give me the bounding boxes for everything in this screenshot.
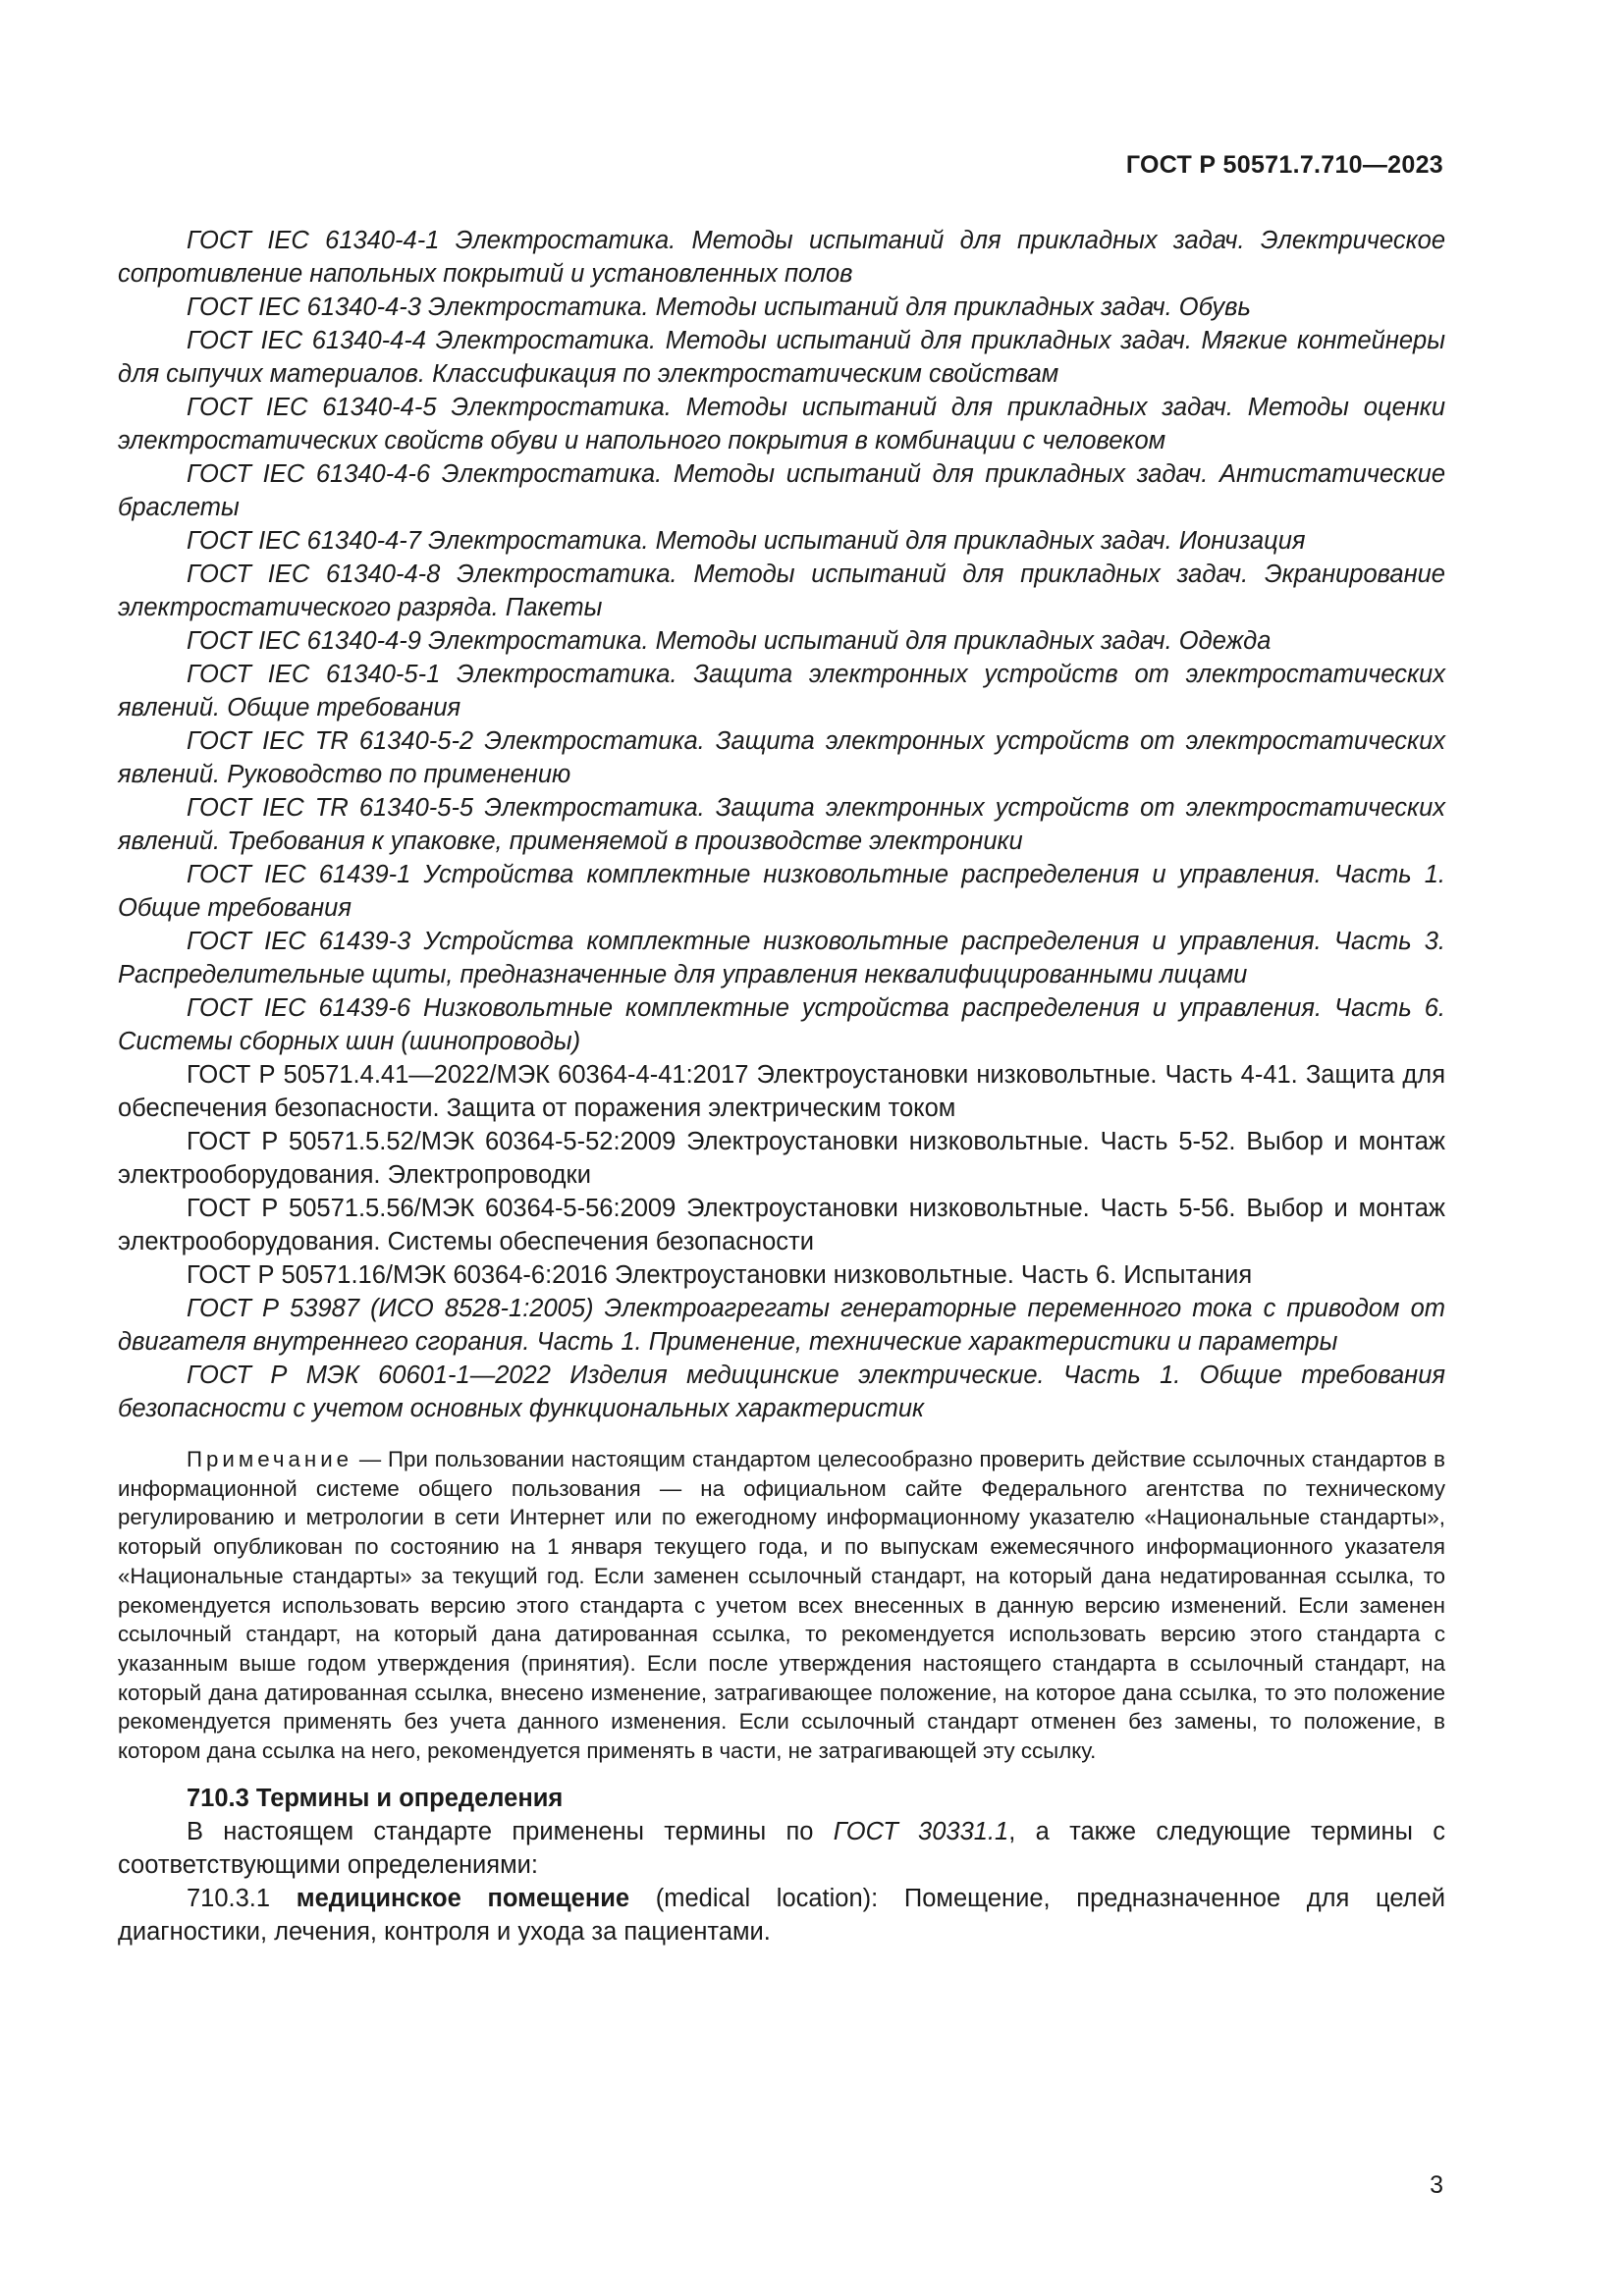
reference-item: ГОСТ IEC 61340-4-3 Электростатика. Методы испытаний для прикладных задач. Обувь [187,294,1251,321]
reference-item: ГОСТ IEC 61439-1 Устройства комплектные низковольтные распределения и управления. Часть 1. Общие требования [118,861,1445,922]
reference-item: ГОСТ IEC TR 61340-5-5 Электростатика. Защита электронных устройств от электростатических явлений. Требования к упаковке, применяемой в производстве электроники [118,794,1445,855]
reference-item: ГОСТ IEC 61340-4-9 Электростатика. Методы испытаний для прикладных задач. Одежда [187,627,1272,655]
page-number: 3 [1430,2171,1443,2199]
note-label: Примечание [187,1447,353,1471]
term-number: 710.3.1 [187,1884,297,1912]
reference-item: ГОСТ Р 50571.5.56/МЭК 60364-5-56:2009 Электроустановки низковольтные. Часть 5-56. Выбор и монтаж электрооборудования. Системы обеспечения безопасности [118,1195,1445,1255]
section-heading: 710.3 Термины и определения [187,1784,564,1812]
reference-item: ГОСТ IEC 61439-6 Низковольтные комплектные устройства распределения и управления. Часть 6. Системы сборных шин (шинопроводы) [118,994,1445,1055]
term-definition-text: (medical location): Помещение, предназначенное для целей диагностики, лечения, контроля и ухода за пациентами. [118,1884,1445,1946]
intro-text-before: В настоящем стандарте применены термины по [187,1817,834,1845]
intro-text-after: , а также следующие термины с соответствующими определениями: [118,1817,1446,1879]
reference-item: ГОСТ Р 50571.4.41—2022/МЭК 60364-4-41:2017 Электроустановки низковольтные. Часть 4-41. Защита для обеспечения безопасности. Защита от поражения электрическим током [118,1061,1445,1122]
reference-item: ГОСТ IEC 61340-4-8 Электростатика. Методы испытаний для прикладных задач. Экранирование электростатического разряда. Пакеты [118,561,1445,621]
note-paragraph [118,1445,1445,1766]
reference-item: ГОСТ IEC 61340-4-1 Электростатика. Методы испытаний для прикладных задач. Электрическое сопротивление напольных покрытий и установленных полов [118,227,1445,288]
reference-item: ГОСТ IEC 61340-4-5 Электростатика. Методы испытаний для прикладных задач. Методы оценки электростатических свойств обуви и напольного покрытия в комбинации с человеком [118,394,1445,454]
reference-item: ГОСТ IEC 61340-4-4 Электростатика. Методы испытаний для прикладных задач. Мягкие контейнеры для сыпучих материалов. Классификация по электростатическим свойствам [118,327,1445,388]
reference-item: ГОСТ Р 53987 (ИСО 8528-1:2005) Электроагрегаты генераторные переменного тока с приводом от двигателя внутреннего сгорания. Часть 1. Применение, технические характеристики и параметры [118,1295,1445,1356]
page-content [118,224,1445,1949]
note-text: — При пользовании настоящим стандартом целесообразно проверить действие ссылочных стандартов в информационной системе общего пользования — на официальном сайте Федерального агентства по техническому регулированию и метрологии в сети Интернет или по ежегодному информационному указателю «Национальные стандарты», который опубликован по состоянию на 1 января текущего года, и по выпускам ежемесячного информационного указателя «Национальные стандарты» за текущий год. Если заменен ссылочный стандарт, на который дана недатированная ссылка, то рекомендуется использовать версию этого стандарта с учетом всех внесенных в данную версию изменений. Если заменен ссылочный стандарт, на который дана датированная ссылка, то рекомендуется использовать версию этого стандарта с указанным выше годом утверждения (принятия). Если после утверждения настоящего стандарта в ссылочный стандарт, на который дана датированная ссылка, внесено изменение, затрагивающее положение, на которое дана ссылка, то это положение рекомендуется применять без учета данного изменения. Если ссылочный стандарт отменен без замены, то положение, в котором дана ссылка на него, рекомендуется применять в части, не затрагивающей эту ссылку. [118,1447,1445,1764]
term-definition [118,1882,1445,1949]
reference-item: ГОСТ Р МЭК 60601-1—2022 Изделия медицинские электрические. Часть 1. Общие требования безопасности с учетом основных функциональных характеристик [118,1362,1445,1422]
section-intro [118,1815,1445,1882]
reference-item: ГОСТ IEC 61439-3 Устройства комплектные низковольтные распределения и управления. Часть 3. Распределительные щиты, предназначенные для управления неквалифицированными лицами [118,928,1445,988]
intro-reference: ГОСТ 30331.1 [833,1817,1009,1845]
reference-item: ГОСТ IEC 61340-4-6 Электростатика. Методы испытаний для прикладных задач. Антистатические браслеты [118,460,1445,521]
document-header: ГОСТ Р 50571.7.710—2023 [1125,151,1443,179]
reference-item: ГОСТ IEC 61340-5-1 Электростатика. Защита электронных устройств от электростатических явлений. Общие требования [118,661,1445,721]
references-list [118,224,1445,1425]
reference-item: ГОСТ Р 50571.5.52/МЭК 60364-5-52:2009 Электроустановки низковольтные. Часть 5-52. Выбор и монтаж электрооборудования. Электропроводки [118,1128,1445,1189]
term-name: медицинское помещение [296,1884,630,1912]
reference-item: ГОСТ Р 50571.16/МЭК 60364-6:2016 Электроустановки низковольтные. Часть 6. Испытания [187,1261,1253,1289]
reference-item: ГОСТ IEC TR 61340-5-2 Электростатика. Защита электронных устройств от электростатических явлений. Руководство по применению [118,727,1445,788]
reference-item: ГОСТ IEC 61340-4-7 Электростатика. Методы испытаний для прикладных задач. Ионизация [187,527,1306,555]
